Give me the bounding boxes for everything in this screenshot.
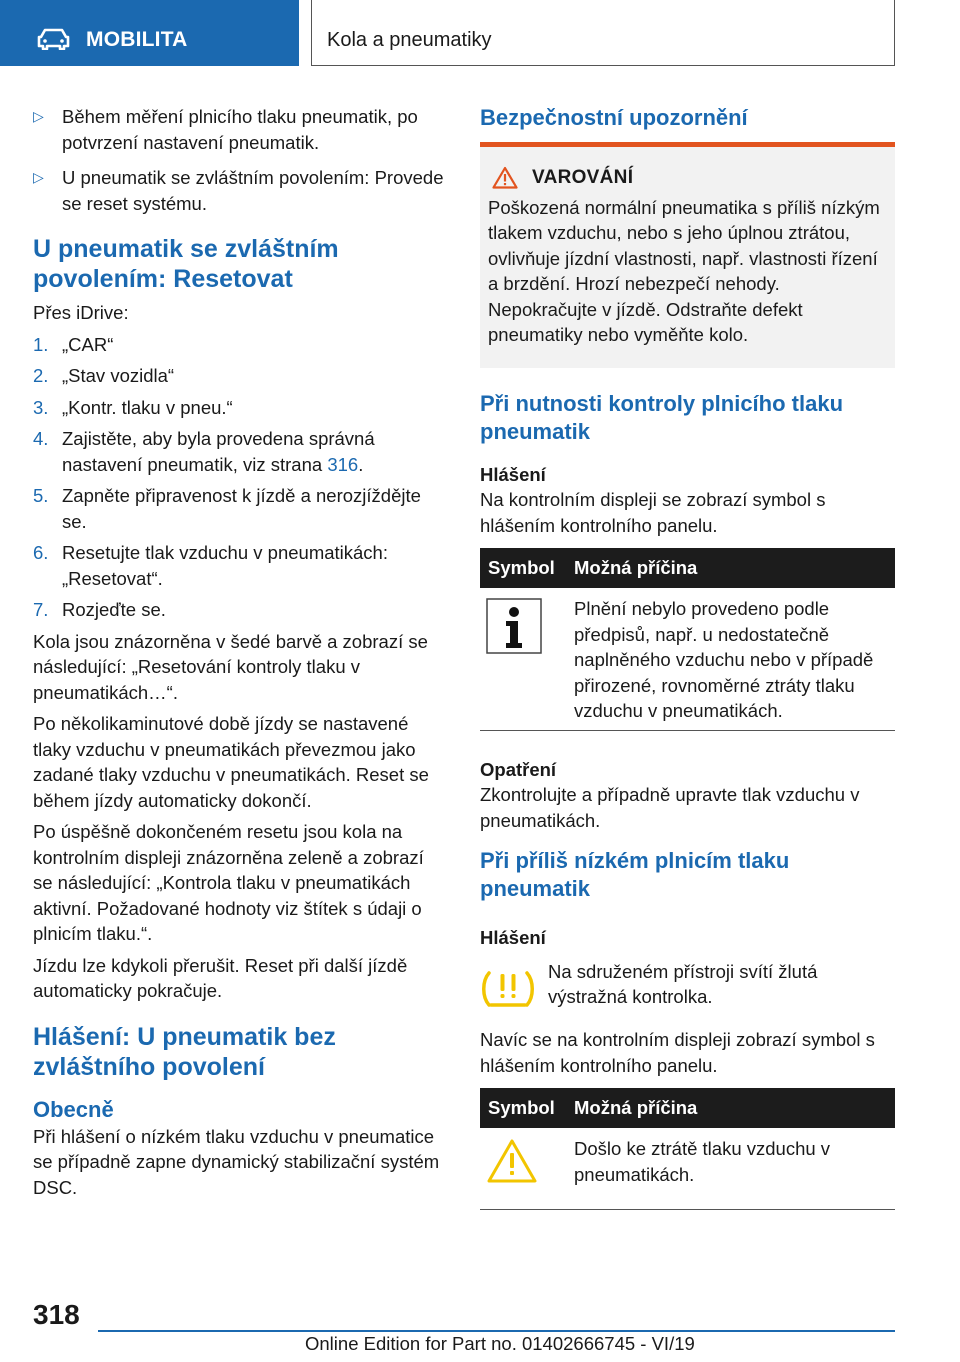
table-col-symbol: Symbol — [488, 1097, 555, 1119]
paragraph: Jízdu lze kdykoli přerušit. Reset při další jízdě automaticky pokračuje. — [33, 954, 408, 1001]
page-link[interactable]: 316 — [327, 453, 359, 475]
step-text: U pneumatik se zvláštním povolením: Provede se reset systému. — [62, 167, 444, 214]
table-col-symbol: Symbol — [488, 557, 555, 579]
list-number: 7. — [33, 599, 49, 620]
action-text: Zkontrolujte a případně upravte tlak vzduchu v pneumatikách. — [480, 784, 860, 831]
list-text: „Kontr. tlaku v pneu.“ — [62, 396, 233, 418]
list-item — [33, 483, 445, 534]
list-number: 5. — [33, 485, 49, 506]
paragraph: Kola jsou znázorněna v šedé barvě a zobrazí se následující: „Resetování kontroly tlaku v pneumatikách…“. — [33, 630, 428, 703]
triangle-bullet-icon: ▷ — [33, 169, 44, 185]
action-label: Opatření — [480, 758, 557, 780]
table-header — [480, 548, 895, 588]
list-number: 3. — [33, 396, 49, 418]
footer-line — [98, 1330, 895, 1332]
yellow-warning-triangle-icon — [486, 1138, 538, 1184]
table-row — [480, 1128, 895, 1210]
list-text: Rozjeďte se. — [62, 599, 166, 620]
indicator-symbol — [480, 959, 536, 1018]
triangle-bullet-icon: ▷ — [33, 108, 44, 124]
indicator-text: Na sdruženém přístroji svítí žlutá výstražná kontrolka. — [548, 960, 818, 1007]
table-col-cause: Možná příčina — [574, 557, 698, 579]
general-text: Při hlášení o nízkém tlaku vzduchu v pneumatice se případně zapne dynamický stabilizační systém DSC. — [33, 1125, 440, 1198]
list-item — [33, 395, 445, 421]
info-icon — [486, 598, 542, 654]
paragraph: Po několikaminutové době jízdy se nastavené tlaky vzduchu v pneumatikách převezmou jako zadané tlaky vzduchu v pneumatikách. Reset se během jízdy automaticky dokončí. — [33, 713, 429, 811]
table-col-cause: Možná příčina — [574, 1097, 698, 1119]
warning-triangle-icon — [492, 166, 518, 189]
message-label: Hlášení — [480, 463, 546, 485]
idrive-intro: Přes iDrive: — [33, 302, 129, 323]
message-text: Na kontrolním displeji se zobrazí symbol s hlášením kontrolního panelu. — [480, 489, 826, 536]
list-number: 1. — [33, 333, 49, 355]
heading-reset: U pneumatik se zvláštním povolením: Resetovat — [33, 235, 339, 293]
list-item — [33, 332, 445, 358]
list-number: 2. — [33, 365, 49, 386]
warning-label: VAROVÁNÍ — [532, 167, 634, 188]
list-text: Zajistěte, aby byla provedena správná nastavení pneumatik, viz strana — [62, 428, 375, 475]
table-header — [480, 1088, 895, 1128]
chapter-box — [311, 0, 895, 66]
list-text: „Stav vozidla“ — [62, 365, 175, 386]
paragraph: Po úspěšně dokončeném resetu jsou kola na kontrolním displeji znázorněna zeleně a zobrazí se následující: „Kontrola tlaku v pneumatikách aktivní. Požadované hodnoty viz štítek s údaji o plnicím tlaku.“. — [33, 821, 424, 944]
ordered-list — [33, 332, 445, 623]
list-item — [33, 363, 445, 389]
heading-low-pressure: Při příliš nízkém plnicím tlaku pneumatik — [480, 848, 790, 901]
page-number: 318 — [33, 1299, 80, 1330]
warning-header — [488, 165, 887, 191]
extra-text: Navíc se na kontrolním displeji zobrazí symbol s hlášením kontrolního panelu. — [480, 1029, 875, 1076]
heading-general: Obecně — [33, 1096, 114, 1122]
message-label-2: Hlášení — [480, 927, 546, 948]
left-column — [33, 104, 445, 1206]
section-title: MOBILITA — [86, 28, 188, 51]
step-text: Během měření plnicího tlaku pneumatik, po potvrzení nastavení pneumatik. — [62, 106, 418, 153]
table-cell-cause: Plnění nebylo provedeno podle předpisů, např. u nedostatečně naplněného vzduchu nebo v případě přirozené, rovnoměrné ztráty tlaku vzduchu v pneumatikách. — [574, 598, 874, 721]
heading-check: Při nutnosti kontroly plnicího tlaku pneumatik — [480, 390, 844, 444]
chapter-title: Kola a pneumatiky — [327, 29, 492, 51]
table-cell-symbol — [480, 1136, 574, 1191]
list-number: 6. — [33, 542, 49, 563]
list-item: 4. Zajistěte, aby byla provedena správná nastavení pneumatik, viz strana 316. — [33, 428, 375, 475]
warning-box — [480, 147, 895, 368]
safety-title: Bezpečnostní upozornění — [480, 105, 748, 130]
edition-note: Online Edition for Part no. 01402666745 - VI/19 — [305, 1333, 695, 1354]
list-text: „CAR“ — [62, 333, 114, 355]
car-icon — [37, 28, 70, 50]
list-text: Zapněte připravenost k jízdě a nerozjíždějte se. — [62, 485, 421, 532]
list-number: 4. — [33, 428, 49, 449]
table-row — [480, 588, 895, 731]
heading-message: Hlášení: U pneumatik bez zvláštního povolení — [33, 1022, 336, 1081]
list-item — [33, 540, 445, 591]
table-cell-cause: Došlo ke ztrátě tlaku vzduchu v pneumatikách. — [574, 1138, 831, 1185]
step-item — [33, 165, 445, 216]
indicator-row — [480, 959, 895, 1018]
list-item — [33, 597, 445, 623]
table-cell-symbol — [480, 596, 574, 724]
right-column — [480, 104, 895, 1210]
list-text: Resetujte tlak vzduchu v pneumatikách: „Resetovat“. — [62, 542, 388, 589]
warning-text: Poškozená normální pneumatika s příliš nízkým tlakem vzduchu, nebo s jeho úplnou ztrátou, ovlivňuje jízdní vlastnosti, např. vlastnosti řízení a brzdění. Hrozí nebezpečí nehody. Nepokračujte v jízdě. Odstraňte defekt pneumatiky nebo vyměňte kolo. — [488, 196, 880, 345]
step-item — [33, 104, 445, 155]
tire-pressure-warning-icon — [480, 967, 536, 1011]
section-tab — [0, 0, 299, 66]
